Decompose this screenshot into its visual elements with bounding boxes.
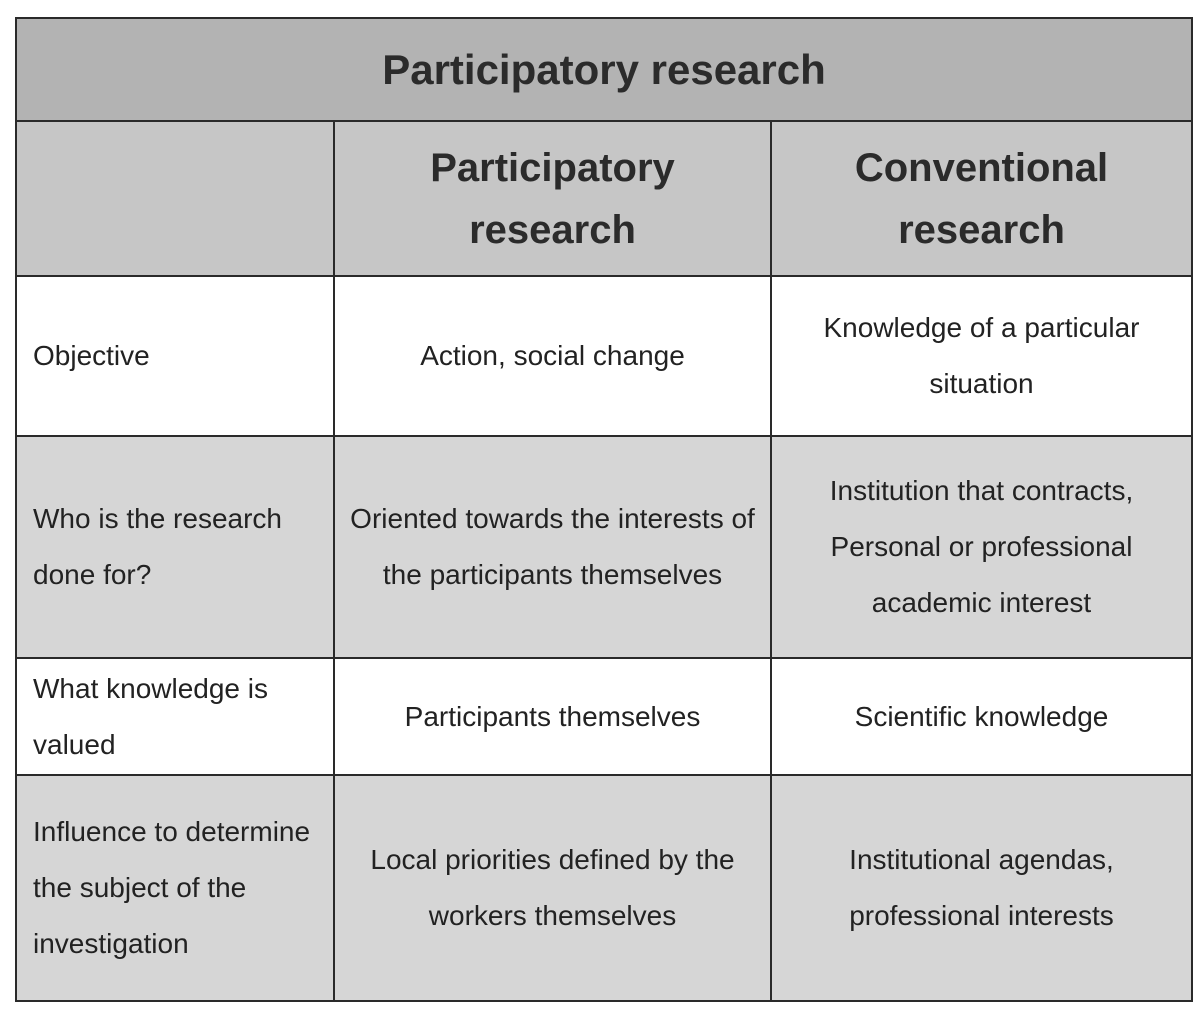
header-conventional: Conventional research bbox=[771, 121, 1192, 276]
cell-conventional-influence: Institutional agendas, professional interests bbox=[771, 775, 1192, 1001]
row-label-influence: Influence to determine the subject of the investigation bbox=[16, 775, 334, 1001]
table-row bbox=[16, 775, 1192, 1001]
header-participatory: Participatory research bbox=[334, 121, 771, 276]
row-label-knowledge: What knowledge is valued bbox=[16, 658, 334, 775]
table-title-row bbox=[16, 18, 1192, 121]
row-label-objective: Objective bbox=[16, 276, 334, 436]
cell-participatory-done-for: Oriented towards the interests of the participants themselves bbox=[334, 436, 771, 658]
cell-conventional-knowledge: Scientific knowledge bbox=[771, 658, 1192, 775]
table-row bbox=[16, 658, 1192, 775]
header-empty-cell bbox=[16, 121, 334, 276]
cell-conventional-done-for: Institution that contracts, Personal or professional academic interest bbox=[771, 436, 1192, 658]
cell-participatory-knowledge: Participants themselves bbox=[334, 658, 771, 775]
row-label-done-for: Who is the research done for? bbox=[16, 436, 334, 658]
cell-participatory-objective: Action, social change bbox=[334, 276, 771, 436]
comparison-table-container bbox=[15, 17, 1191, 1002]
table-header-row bbox=[16, 121, 1192, 276]
table-row bbox=[16, 276, 1192, 436]
comparison-table bbox=[15, 17, 1193, 1002]
table-row bbox=[16, 436, 1192, 658]
table-title: Participatory research bbox=[16, 18, 1192, 121]
cell-participatory-influence: Local priorities defined by the workers themselves bbox=[334, 775, 771, 1001]
cell-conventional-objective: Knowledge of a particular situation bbox=[771, 276, 1192, 436]
